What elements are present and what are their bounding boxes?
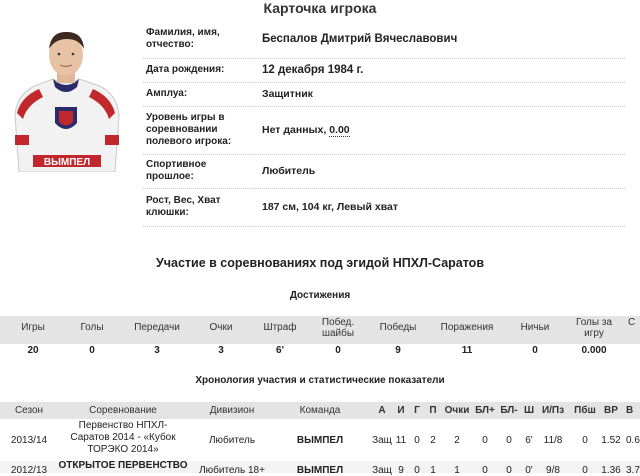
chr-cell-assists: 1 (430, 465, 436, 476)
chr-header-pim: Ш (523, 405, 535, 416)
ach-header-draws: Ничьи (520, 322, 550, 333)
chr-cell-points: 1 (454, 465, 460, 476)
chr-cell-toi: 1.36 (601, 465, 621, 476)
ach-header-goals: Голы (80, 322, 104, 333)
ach-header-more: С (628, 317, 636, 328)
info-row-position (143, 82, 625, 106)
chr-header-team: Команда (299, 405, 341, 416)
skill-level-score: 0.00 (329, 124, 350, 136)
info-row-birthdate (143, 58, 625, 82)
chr-cell-competition: ОТКРЫТОЕ ПЕРВЕНСТВО (58, 460, 188, 471)
chr-cell-more: 0.6 (626, 435, 640, 446)
chr-header-competition: Соревнование (89, 405, 157, 416)
info-label-birthdate: Дата рождения: (143, 58, 254, 82)
chr-cell-role: Защ (372, 435, 392, 446)
chr-cell-gwg: 0 (582, 435, 588, 446)
chr-header-minus: БЛ- (500, 405, 518, 416)
chr-header-season: Сезон (14, 405, 44, 416)
info-row-name (143, 20, 625, 58)
chr-header-goals: Г (414, 405, 420, 416)
ach-header-games: Игры (21, 322, 45, 333)
chr-cell-gwg: 0 (582, 465, 588, 476)
chr-cell-goals: 0 (414, 435, 420, 446)
chr-cell-season: 2012/13 (10, 465, 48, 476)
info-label-position: Амплуа: (143, 82, 254, 106)
chr-header-more: В (626, 405, 634, 416)
chr-header-gwg: Пбш (574, 405, 596, 416)
player-info-table (143, 20, 625, 227)
info-label-skill-level: Уровень игры в соревновании полевого игрока: (143, 106, 254, 154)
info-label-background: Спортивное прошлое: (143, 154, 254, 188)
chr-cell-plus: 0 (482, 435, 488, 446)
info-value-background: Любитель (254, 154, 625, 188)
chr-cell-points: 2 (454, 435, 460, 446)
chr-cell-role: Защ (372, 465, 392, 476)
ach-value-points: 3 (218, 345, 224, 356)
chr-cell-toi: 1.52 (601, 435, 621, 446)
ach-value-games: 20 (27, 345, 39, 356)
chr-header-points: Очки (444, 405, 470, 416)
player-photo (11, 27, 122, 172)
skill-level-text: Нет данных, (262, 124, 327, 136)
info-row-physical (143, 188, 625, 226)
participation-title: Участие в соревнованиях под эгидой НПХЛ-Саратов (155, 256, 485, 270)
ach-value-assists: 3 (154, 345, 160, 356)
info-value-physical: 187 см, 104 кг, Левый хват (254, 188, 625, 226)
ach-header-penalty: Штраф (263, 322, 297, 333)
page-title: Карточка игрока (263, 0, 377, 16)
ach-value-winning-goals: 0 (335, 345, 341, 356)
ach-header-wins: Победы (379, 322, 417, 333)
chr-header-toi: ВР (604, 405, 618, 416)
info-label-name: Фамилия, имя, отчество: (143, 20, 254, 58)
chr-cell-games: 11 (395, 435, 407, 446)
chr-cell-season: 2013/14 (10, 435, 48, 446)
ach-header-points: Очки (209, 322, 233, 333)
ach-value-penalty: 6' (276, 345, 284, 356)
ach-header-assists: Передачи (134, 322, 180, 333)
ach-header-goals-per-game: Голы за игру (575, 317, 613, 339)
info-value-birthdate: 12 декабря 1984 г. (254, 58, 625, 82)
chr-cell-division: Любитель 18+ (199, 465, 265, 476)
ach-value-draws: 0 (532, 345, 538, 356)
chr-cell-team: ВЫМПЕЛ (296, 435, 344, 446)
chr-header-plus: БЛ+ (475, 405, 495, 416)
ach-value-goals: 0 (89, 345, 95, 356)
chr-header-role: А (378, 405, 386, 416)
info-row-skill-level (143, 106, 625, 154)
chr-cell-games: 9 (398, 465, 404, 476)
achievements-title: Достижения (289, 290, 351, 301)
ach-value-wins: 9 (395, 345, 401, 356)
info-row-background (143, 154, 625, 188)
chr-header-assists: П (429, 405, 437, 416)
ach-header-winning-goals: Побед. шайбы (321, 317, 355, 339)
chr-cell-pim: 0' (525, 465, 533, 476)
chr-cell-games-played: 9/8 (546, 465, 560, 476)
chr-cell-competition: Первенство НПХЛ-Саратов 2014 - «Кубок ТОРЭКО 2014» (70, 420, 176, 455)
chr-cell-plus: 0 (482, 465, 488, 476)
info-value-skill-level (254, 106, 625, 154)
chr-cell-goals: 0 (414, 465, 420, 476)
info-label-physical: Рост, Вес, Хват клюшки: (143, 188, 254, 226)
chr-cell-minus: 0 (506, 435, 512, 446)
chr-cell-assists: 2 (430, 435, 436, 446)
jersey-text: ВЫМПЕЛ (43, 157, 91, 168)
ach-header-losses: Поражения (440, 322, 494, 333)
chronology-title: Хронология участия и статистические показатели (195, 375, 445, 386)
info-value-name: Беспалов Дмитрий Вячеславович (254, 20, 625, 58)
info-value-position: Защитник (254, 82, 625, 106)
chr-header-division: Дивизион (209, 405, 255, 416)
ach-value-goals-per-game: 0.000 (581, 345, 607, 356)
chr-header-games-played: И/Пз (541, 405, 565, 416)
chr-header-games: И (397, 405, 405, 416)
chr-cell-minus: 0 (506, 465, 512, 476)
chr-cell-division: Любитель (208, 435, 256, 446)
ach-value-losses: 11 (461, 345, 473, 356)
chr-cell-pim: 6' (525, 435, 533, 446)
chr-cell-team: ВЫМПЕЛ (296, 465, 344, 476)
chr-cell-games-played: 11/8 (543, 435, 563, 446)
chr-cell-more: 3.7 (626, 465, 640, 476)
